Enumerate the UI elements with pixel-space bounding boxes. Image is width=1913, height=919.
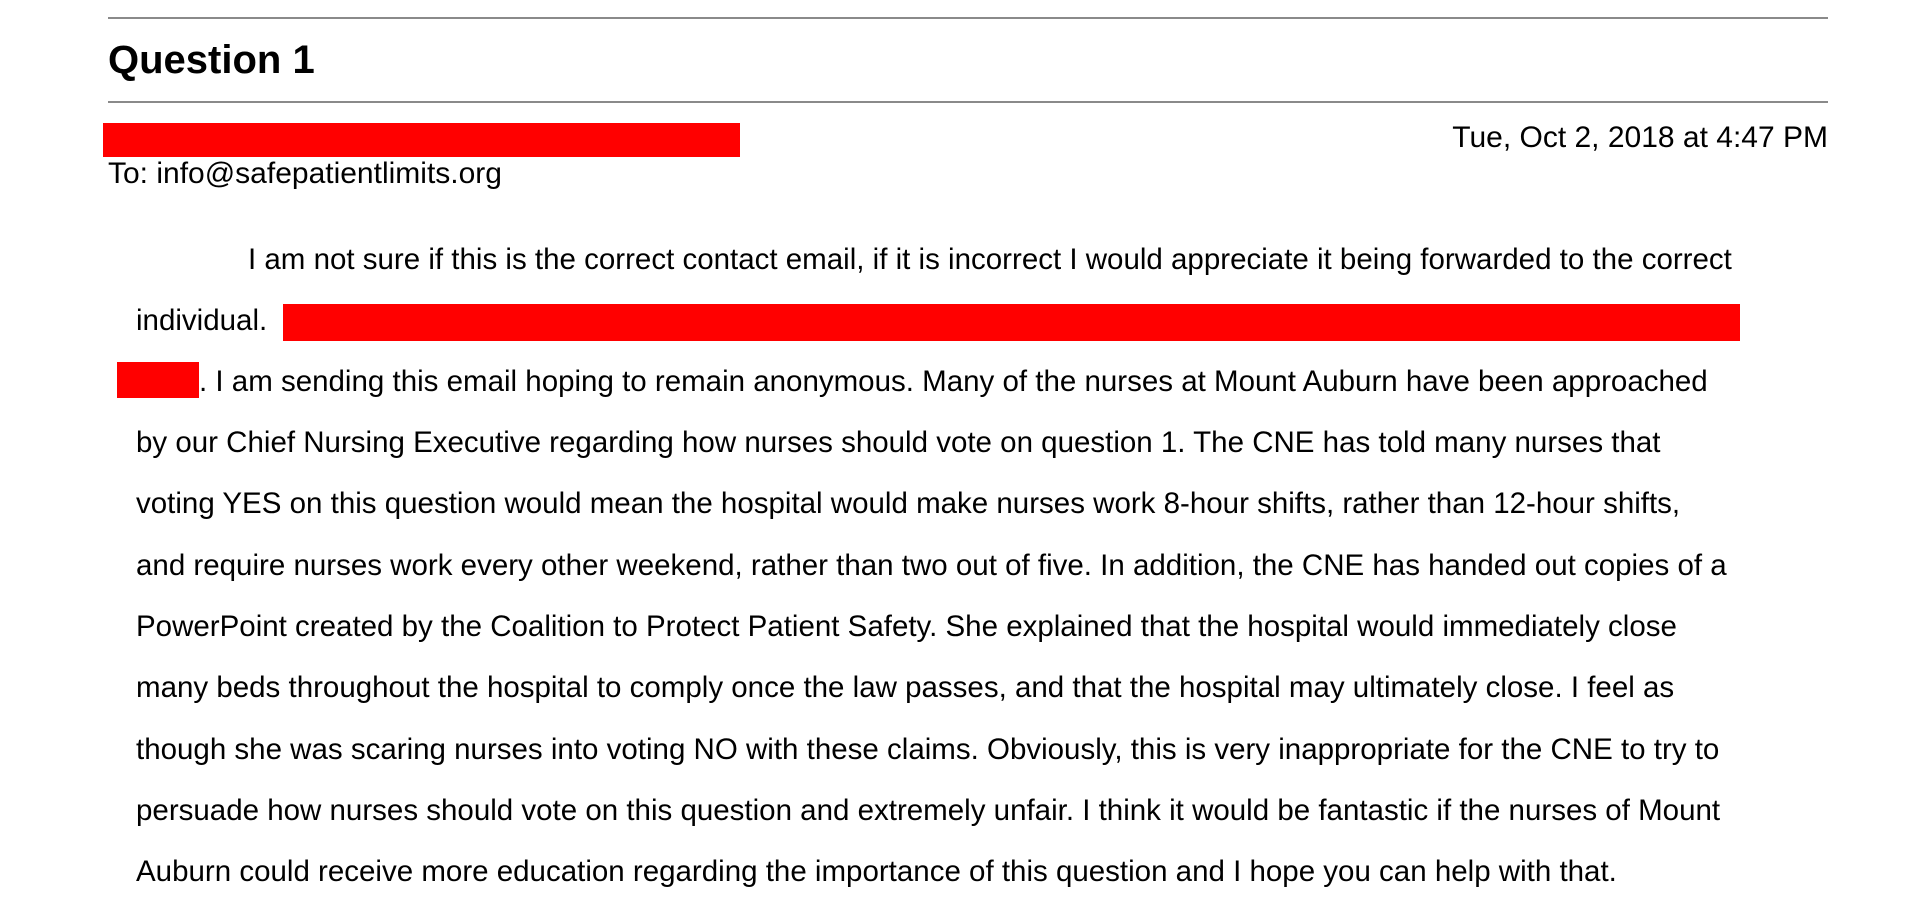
body-line: and require nurses work every other weekend, rather than two out of five. In addition, the CNE has handed out copies of a bbox=[136, 549, 1727, 582]
top-divider bbox=[108, 17, 1828, 19]
redacted-text bbox=[117, 362, 199, 398]
email-date: Tue, Oct 2, 2018 at 4:47 PM bbox=[1452, 121, 1828, 154]
body-line: . I am sending this email hoping to remain anonymous. Many of the nurses at Mount Auburn have been approached bbox=[199, 365, 1708, 398]
redacted-sender bbox=[103, 123, 740, 157]
body-line: many beds throughout the hospital to comply once the law passes, and that the hospital may ultimately close. I feel as bbox=[136, 671, 1675, 704]
body-line: though she was scaring nurses into voting NO with these claims. Obviously, this is very inappropriate for the CNE to try to bbox=[136, 733, 1720, 766]
body-line: persuade how nurses should vote on this question and extremely unfair. I think it would be fantastic if the nurses of Mount bbox=[136, 794, 1721, 827]
body-line: PowerPoint created by the Coalition to Protect Patient Safety. She explained that the hospital would immediately close bbox=[136, 610, 1677, 643]
body-line: I am not sure if this is the correct contact email, if it is incorrect I would appreciate it being forwarded to the correct bbox=[248, 243, 1732, 276]
body-line: by our Chief Nursing Executive regarding how nurses should vote on question 1. The CNE has told many nurses that bbox=[136, 426, 1661, 459]
page-title: Question 1 bbox=[108, 38, 315, 82]
redacted-text bbox=[283, 304, 1740, 341]
header-divider bbox=[108, 101, 1828, 103]
body-line: Auburn could receive more education regarding the importance of this question and I hope you can help with that. bbox=[136, 855, 1617, 888]
body-line: voting YES on this question would mean the hospital would make nurses work 8-hour shifts, rather than 12-hour shifts, bbox=[136, 487, 1681, 520]
body-line: individual. bbox=[136, 304, 268, 337]
email-recipient: To: info@safepatientlimits.org bbox=[108, 157, 502, 190]
